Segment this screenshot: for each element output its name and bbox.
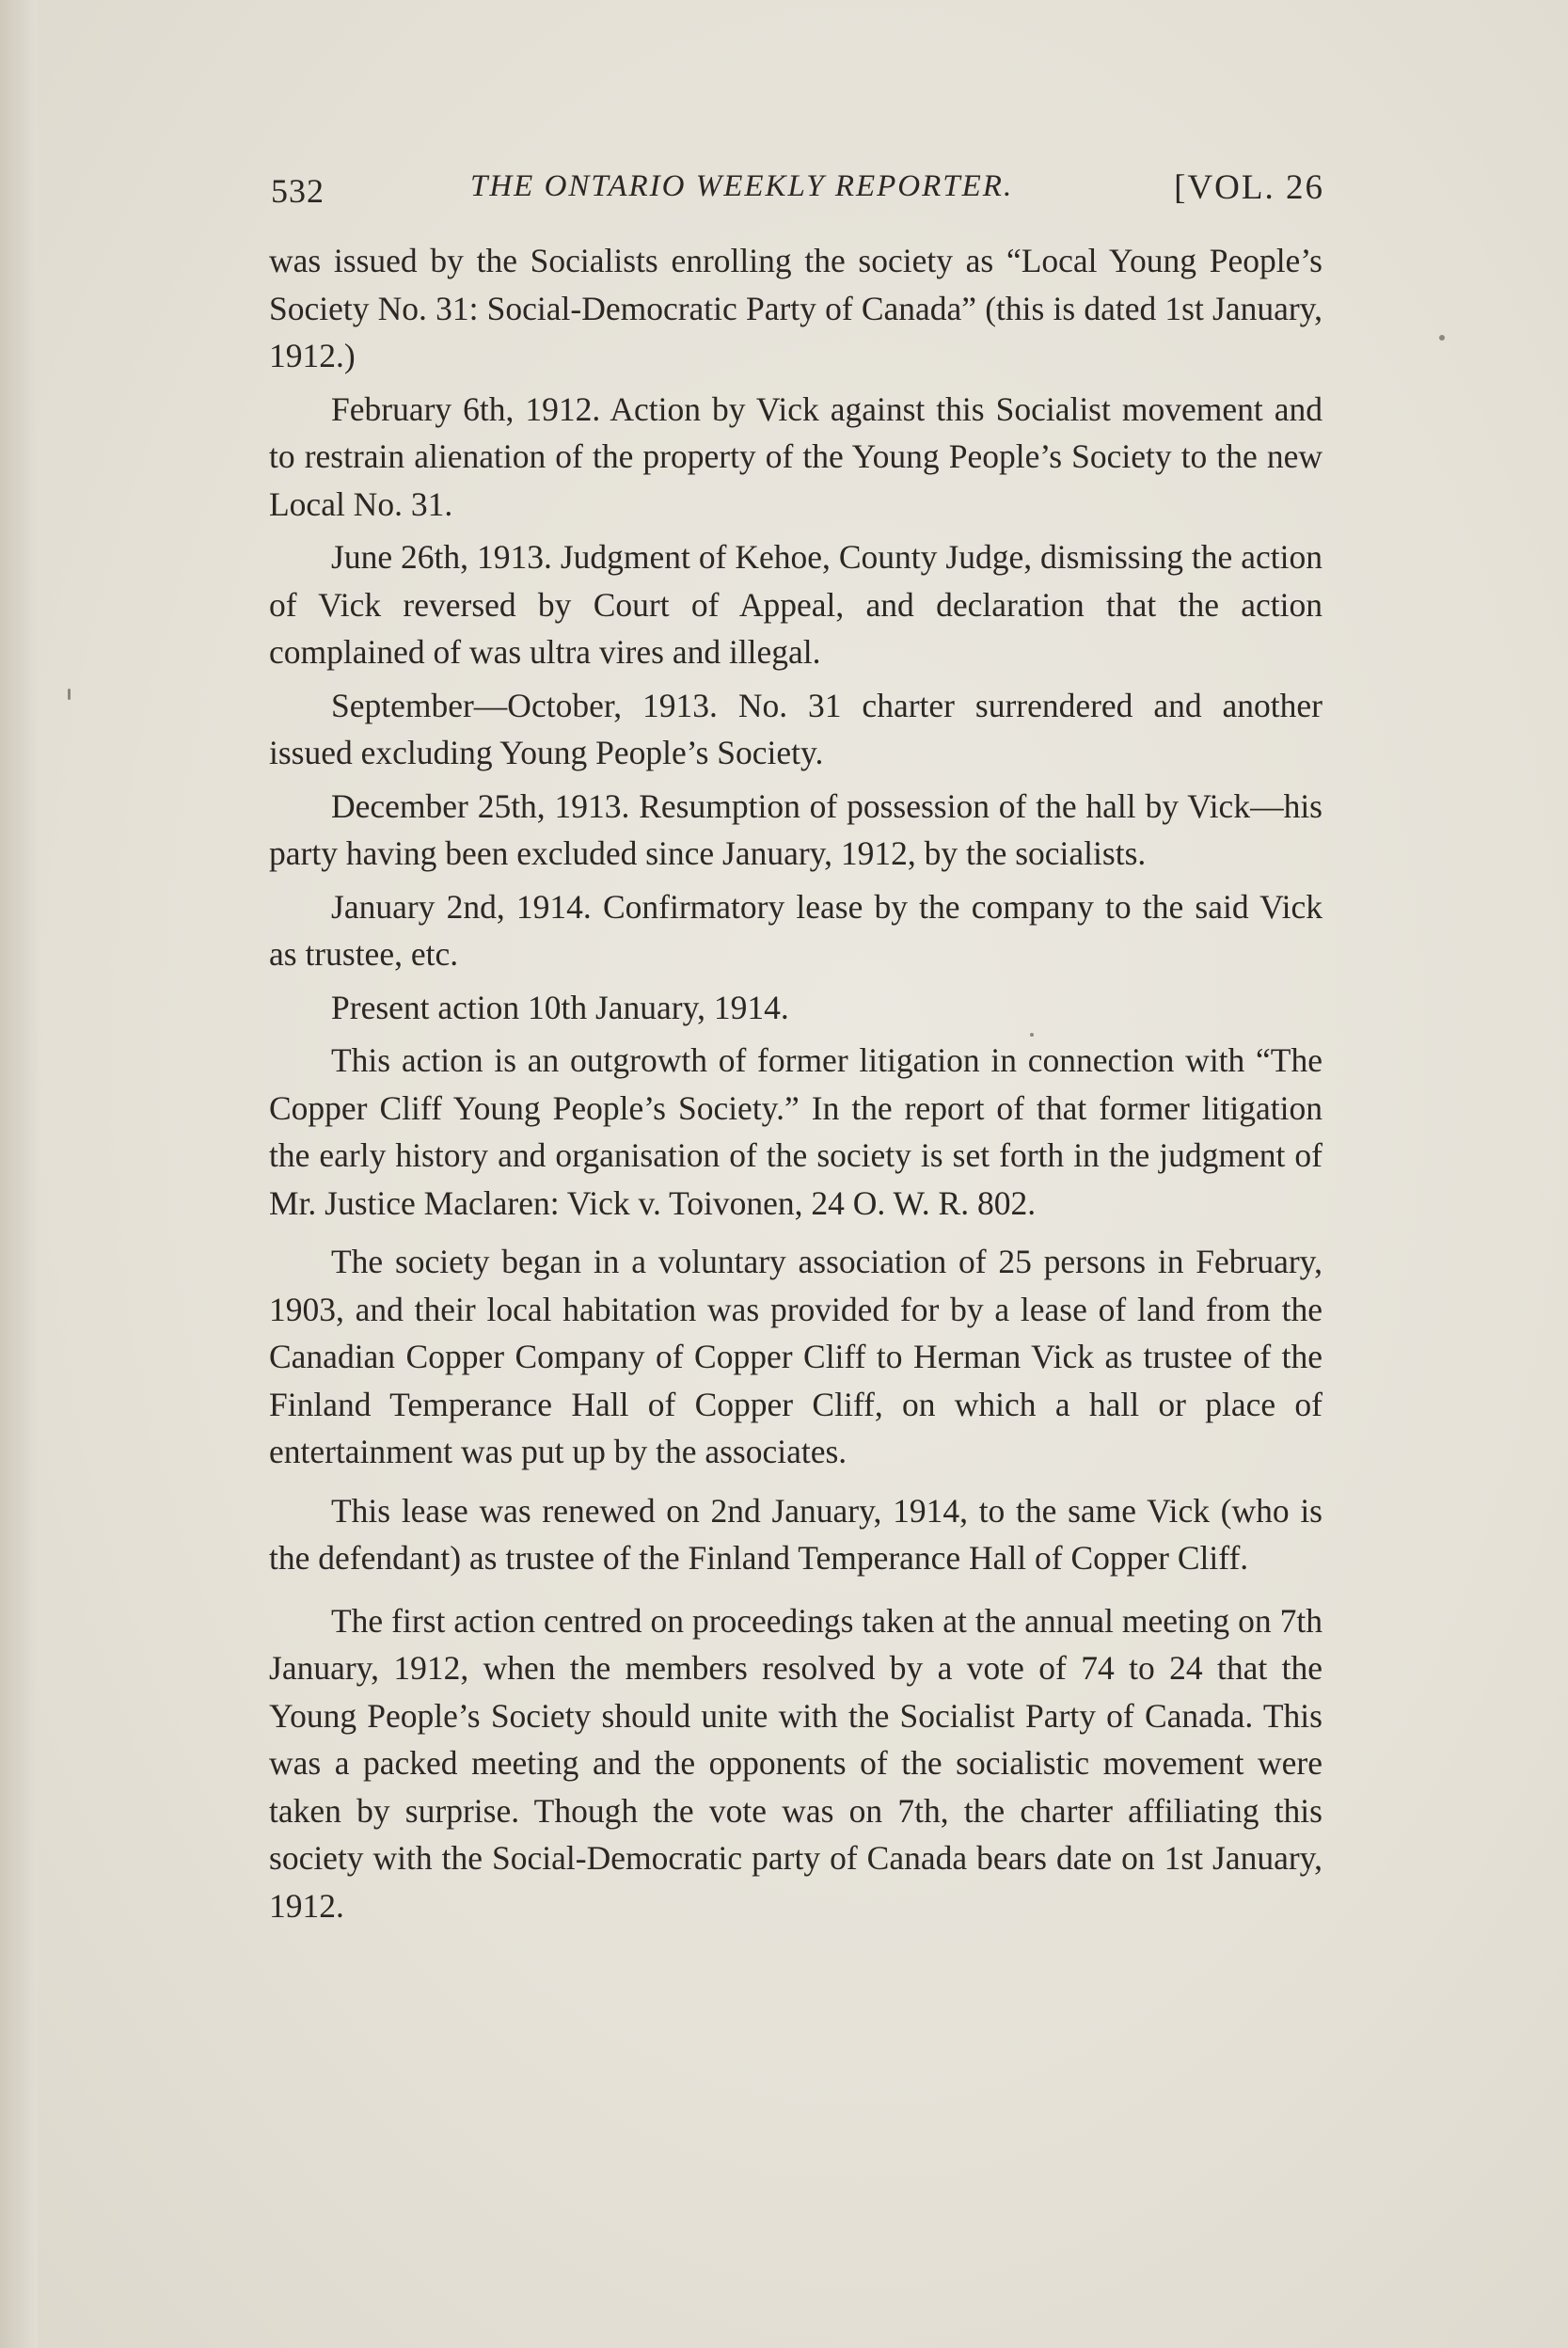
paragraph: The society began in a voluntary association of 25 persons in February, 1903, and their local habitation was provided for by a lease of land from the Canadian Copper Company of Copper Cliff to Herman Vick as trustee of the Finland Temperance Hall of Copper Cliff, on which a hall or place of entertainment was put up by the associates. <box>269 1243 1323 1470</box>
paragraph: This lease was renewed on 2nd January, 1914, to the same Vick (who is the defendant) as trustee of the Finland Temperance Hall of Copper Cliff. <box>269 1491 1323 1577</box>
paragraph: September—October, 1913. No. 31 charter surrendered and another issued excluding Young People’s Society. <box>269 686 1323 771</box>
paper-speck <box>1030 1033 1034 1037</box>
page-header <box>271 158 1324 214</box>
paper-speck <box>1439 335 1445 341</box>
paragraph: December 25th, 1913. Resumption of possession of the hall by Vick—his party having been excluded since January, 1912, by the socialists. <box>269 786 1323 872</box>
page-number: 532 <box>271 172 325 210</box>
paragraph: January 2nd, 1914. Confirmatory lease by the company to the said Vick as trustee, etc. <box>269 887 1323 973</box>
volume-label: [VOL. 26 <box>1174 168 1324 207</box>
paragraph: This action is an outgrowth of former litigation in connection with “The Copper Cliff Young People’s Society.” In the report of that former litigation the early history and organisation of the society is set forth in the judgment of Mr. Justice Maclaren: Vick v. Toivonen, 24 O. W. R. 802. <box>269 1041 1323 1222</box>
paragraph: February 6th, 1912. Action by Vick against this Socialist movement and to restrain alienation of the property of the Young People’s Society to the new Local No. 31. <box>269 389 1323 523</box>
paper-speck <box>68 689 71 700</box>
paragraph: was issued by the Socialists enrolling the society as “Local Young People’s Society No. 31: Social-Democratic Party of Canada” (this is dated 1st January, 1912.) <box>269 242 1323 374</box>
page-edge-shadow <box>0 0 38 2348</box>
paragraph: Present action 10th January, 1914. <box>331 988 789 1026</box>
paragraph: June 26th, 1913. Judgment of Kehoe, County Judge, dismissing the action of Vick reversed by Court of Appeal, and declaration that the action complained of was ultra vires and illegal. <box>269 538 1323 671</box>
body-text <box>269 237 1323 1935</box>
paragraph: The first action centred on proceedings taken at the annual meeting on 7th January, 1912, when the members resolved by a vote of 74 to 24 that the Young People’s Society should unite with the Socialist Party of Canada. This was a packed meeting and the opponents of the socialistic movement were taken by surprise. Though the vote was on 7th, the charter affiliating this society with the Social-Democratic party of Canada bears date on 1st January, 1912. <box>269 1601 1323 1925</box>
running-title: THE ONTARIO WEEKLY REPORTER. <box>470 169 1014 203</box>
